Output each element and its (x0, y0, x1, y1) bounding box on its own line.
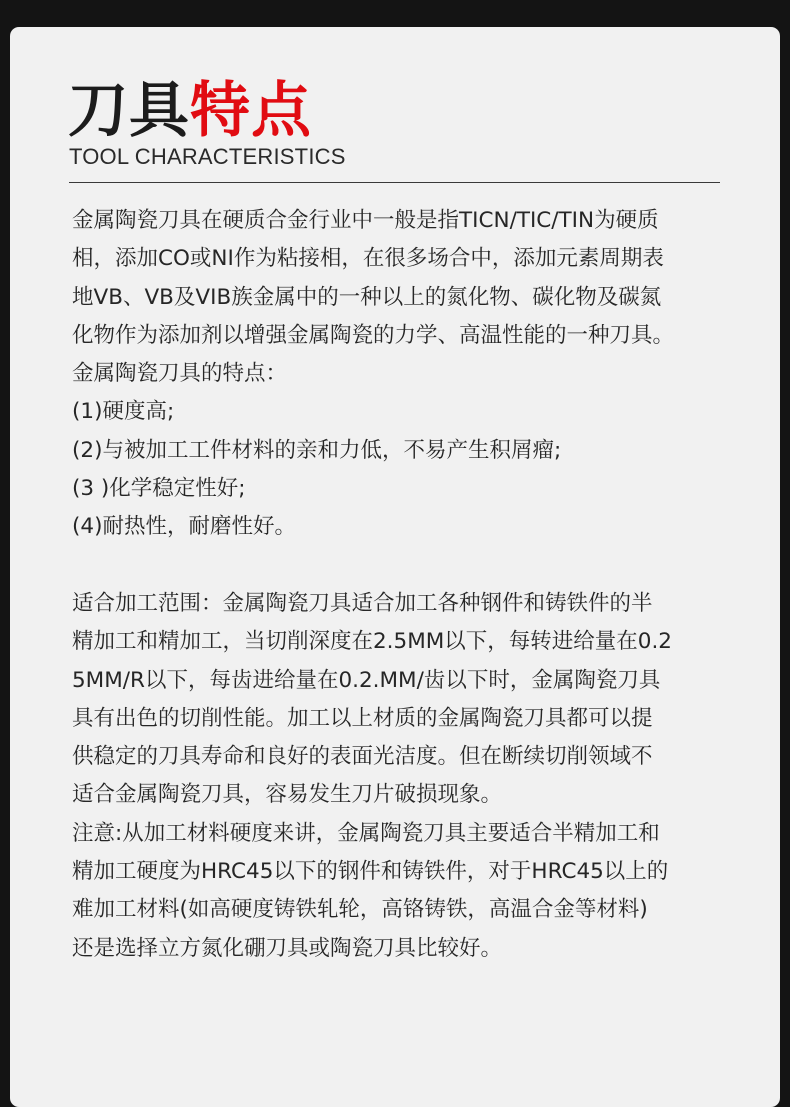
feature-item: (1)硬度高; (72, 399, 175, 425)
text-line: 金属陶瓷刀具在硬质合金行业中一般是指TICN/TIC/TIN为硬质 (72, 208, 659, 233)
note-line: 精加工硬度为HRC45以下的钢件和铸铁件，对于HRC45以上的 (72, 859, 669, 885)
paragraph-application (72, 585, 742, 968)
text-line: 精加工和精加工，当切削深度在2.5MM以下，每转进给量在0.2 (72, 629, 672, 655)
feature-item: (2)与被加工工件材料的亲和力低，不易产生积屑瘤; (72, 437, 562, 463)
paragraph-spacer (72, 547, 742, 585)
note-line: 难加工材料(如高硬度铸铁轧轮，高铬铸铁，高温合金等材料) (72, 897, 648, 923)
title-black-part: 刀具 (68, 76, 190, 146)
content-card (10, 27, 780, 1107)
text-line: 化物作为添加剂以增强金属陶瓷的力学、高温性能的一种刀具。 (72, 322, 675, 348)
title-divider (69, 182, 720, 183)
paragraph-intro (72, 202, 742, 547)
feature-item: (4)耐热性，耐磨性好。 (72, 514, 296, 540)
article-body (72, 202, 742, 968)
feature-item: (3 )化学稳定性好; (72, 476, 246, 502)
features-heading: 金属陶瓷刀具的特点： (72, 361, 288, 387)
text-line: 地VB、VB及VIB族金属中的一种以上的氮化物、碳化物及碳氮 (72, 284, 662, 310)
text-line: 适合加工范围：金属陶瓷刀具适合加工各种钢件和铸铁件的半 (72, 590, 653, 616)
title-red-part: 特点 (190, 76, 312, 146)
text-line: 具有出色的切削性能。加工以上材质的金属陶瓷刀具都可以提 (72, 705, 653, 731)
text-line: 供稳定的刀具寿命和良好的表面光洁度。但在断续切削领域不 (72, 744, 653, 770)
page-subtitle: TOOL CHARACTERISTICS (69, 144, 346, 169)
note-line: 注意:从加工材料硬度来讲，金属陶瓷刀具主要适合半精加工和 (72, 820, 660, 846)
note-line: 还是选择立方氮化硼刀具或陶瓷刀具比较好。 (72, 935, 503, 961)
text-line: 相，添加CO或NI作为粘接相，在很多场合中，添加元素周期表 (72, 246, 664, 272)
text-line: 5MM/R以下，每齿进给量在0.2.MM/齿以下时，金属陶瓷刀具 (72, 667, 661, 693)
text-line: 适合金属陶瓷刀具，容易发生刀片破损现象。 (72, 782, 503, 808)
page-title (68, 77, 312, 145)
